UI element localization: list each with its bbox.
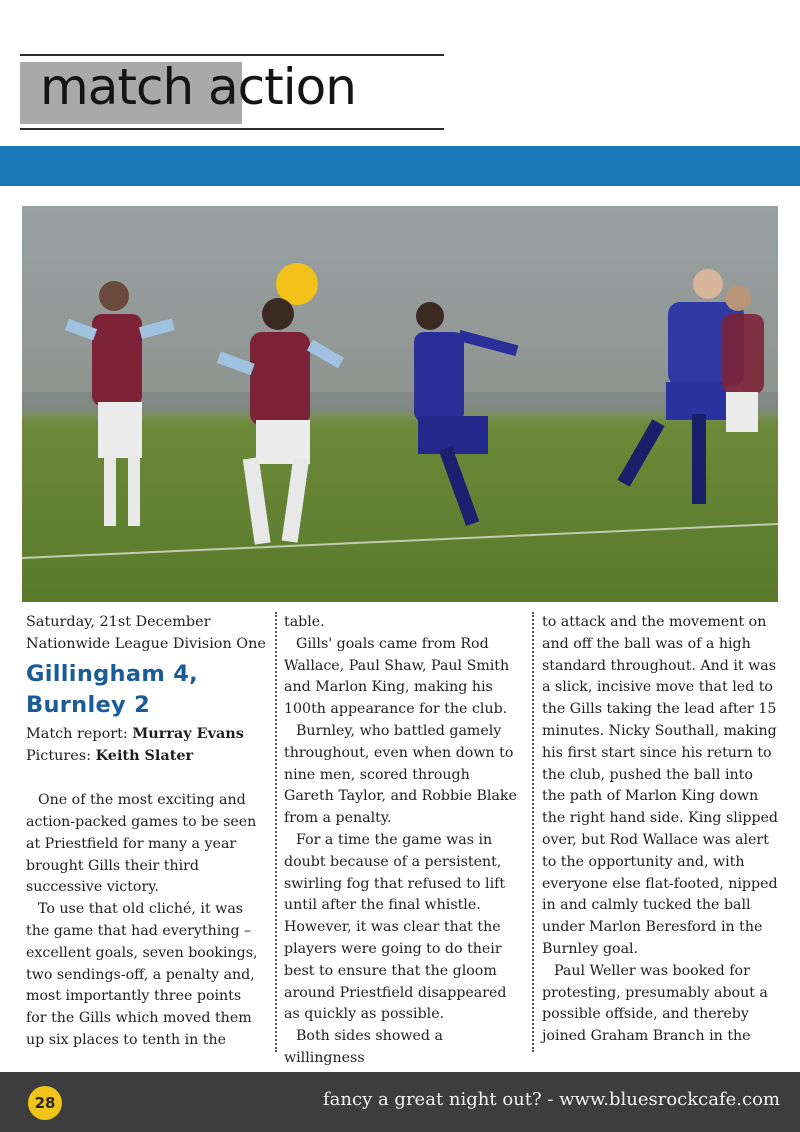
pictures-label: Pictures: bbox=[26, 748, 92, 765]
paragraph: table. bbox=[284, 614, 325, 630]
paragraph: Burnley, who battled gamely throughout, even when down to nine men, scored through Gareth Taylor, and Robbie Blake from a penalty. bbox=[284, 722, 517, 827]
title-highlight-word: match bbox=[40, 58, 194, 116]
report-credit bbox=[26, 723, 266, 746]
paragraph: Gills' goals came from Rod Wallace, Paul Shaw, Paul Smith and Marlon King, making his 100th appearance for the club. bbox=[284, 635, 510, 718]
section-title-text bbox=[40, 58, 356, 116]
report-name: Murray Evans bbox=[132, 724, 244, 742]
report-label: Match report: bbox=[26, 725, 128, 742]
bottom-rule bbox=[20, 128, 444, 130]
article-column-3 bbox=[542, 612, 778, 1048]
footer-tagline: fancy a great night out? - www.bluesrockcafe.com bbox=[323, 1089, 780, 1110]
paragraph: Paul Weller was booked for protesting, presumably about a possible offside, and thereby joined Graham Branch in the bbox=[542, 962, 768, 1045]
pictures-credit bbox=[26, 745, 266, 768]
article-column-1 bbox=[26, 612, 266, 1052]
paragraph: Both sides showed a willingness bbox=[284, 1028, 443, 1066]
pictures-name: Keith Slater bbox=[95, 747, 194, 765]
title-rest-word: action bbox=[208, 58, 356, 116]
column-divider bbox=[275, 612, 277, 1052]
page-number: 28 bbox=[28, 1086, 62, 1120]
match-photo bbox=[22, 206, 778, 602]
competition: Nationwide League Division One bbox=[26, 635, 266, 652]
headline bbox=[26, 659, 266, 721]
headline-line-2: Burnley 2 bbox=[26, 691, 151, 718]
top-rule bbox=[20, 54, 444, 56]
blue-band bbox=[0, 146, 800, 186]
match-photo-illustration bbox=[22, 206, 778, 602]
paragraph: One of the most exciting and action-packed games to be seen at Priestfield for many a year brought Gills their third successive victory. bbox=[26, 792, 257, 896]
headline-line-1: Gillingham 4, bbox=[26, 660, 199, 687]
paragraph: For a time the game was in doubt because of a persistent, swirling fog that refused to lift until after the final whistle. However, it was clear that the players were going to do their best to ensure that the gloom around Priestfield disappeared as quickly as possible. bbox=[284, 831, 507, 1023]
paragraph: To use that old cliché, it was the game that had everything – excellent goals, seven bookings, two sendings-off, a penalty and, most importantly three points for the Gills which moved them up six places to tenth in the bbox=[26, 901, 258, 1048]
paragraph: to attack and the movement on and off the ball was of a high standard throughout. And it was a slick, incisive move that led to the Gills taking the lead after 15 minutes. Nicky Southall, making his first start since his return to the club, pushed the ball into the path of Marlon King down the right hand side. King slipped over, but Rod Wallace was alert to the opportunity and, with everyone else flat-footed, nipped in and calmly tucked the ball under Marlon Beresford in the Burnley goal. bbox=[542, 614, 778, 957]
match-date: Saturday, 21st December bbox=[26, 614, 211, 630]
article-column-2 bbox=[284, 612, 522, 1070]
column-divider bbox=[532, 612, 534, 1052]
footer-bar bbox=[0, 1072, 800, 1132]
